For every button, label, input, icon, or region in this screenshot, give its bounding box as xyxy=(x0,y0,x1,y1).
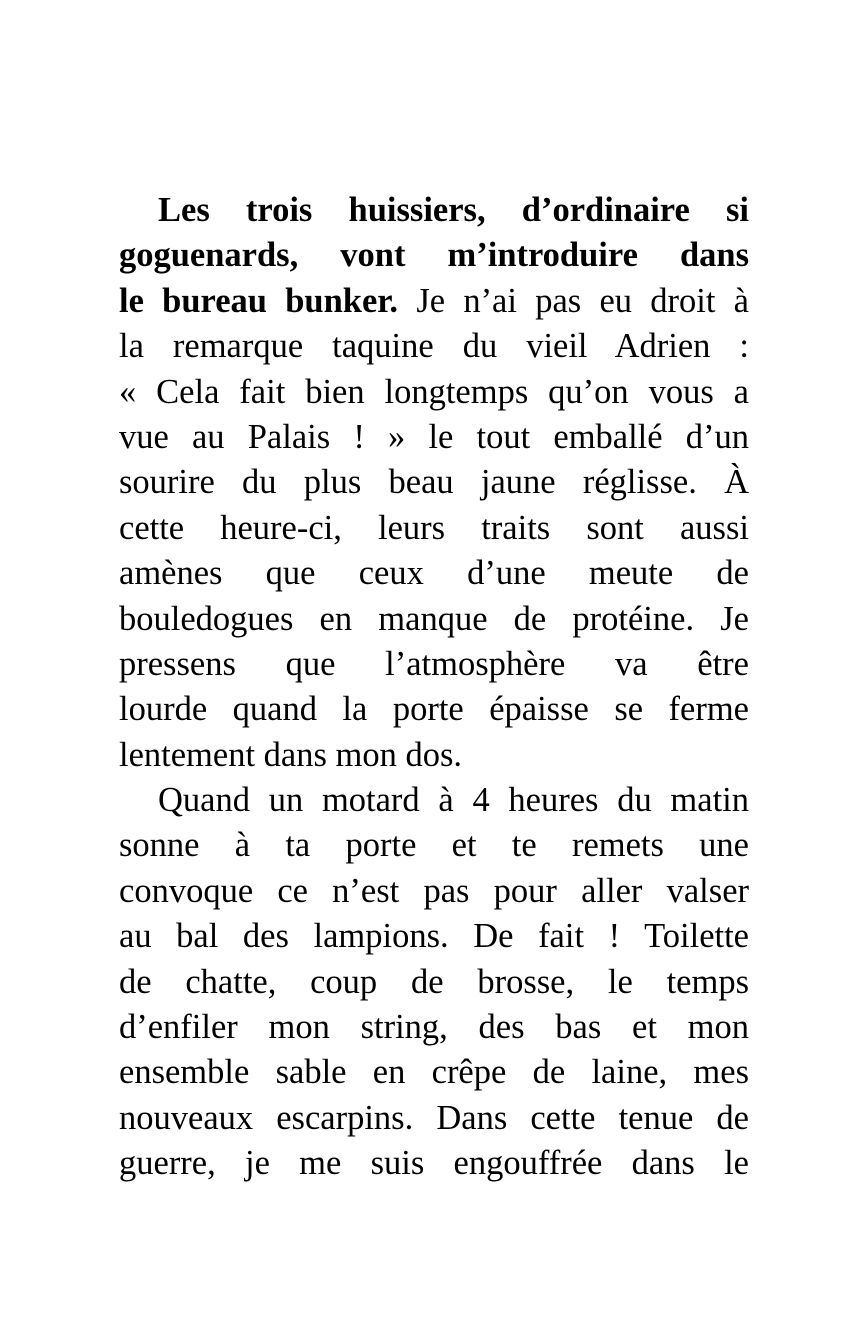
text-segment: amènes que ceux d’une meute de xyxy=(119,554,749,593)
text-segment: Quand un motard à 4 heures du matin xyxy=(158,781,749,820)
text-line xyxy=(119,188,749,233)
paragraph-1 xyxy=(119,188,749,778)
text-segment: la remarque taquine du vieil Adrien : xyxy=(119,327,749,366)
text-line xyxy=(119,1005,749,1050)
text-segment: au bal des lampions. De fait ! Toilette xyxy=(119,917,749,956)
text-line xyxy=(119,415,749,460)
text-line xyxy=(119,233,749,278)
text-line xyxy=(119,551,749,596)
text-segment: convoque ce n’est pas pour aller valser xyxy=(119,871,749,910)
text-segment: nouveaux escarpins. Dans cette tenue de xyxy=(119,1098,749,1137)
text-segment: cette heure-ci, leurs traits sont aussi xyxy=(119,508,749,547)
text-line xyxy=(119,597,749,642)
text-segment: Je n’ai pas eu droit à xyxy=(398,281,749,320)
text-segment: d’enfiler mon string, des bas et mon xyxy=(119,1008,749,1047)
text-line xyxy=(119,733,749,778)
text-segment: pressens que l’atmosphère va être xyxy=(119,644,749,683)
text-line xyxy=(119,914,749,959)
text-segment: lentement dans mon dos. xyxy=(119,735,463,774)
text-line xyxy=(119,642,749,687)
text-line xyxy=(119,1141,749,1186)
text-segment: ensemble sable en crêpe de laine, mes xyxy=(119,1053,749,1092)
text-line xyxy=(119,324,749,369)
text-line xyxy=(119,460,749,505)
text-line xyxy=(119,687,749,732)
text-segment: de chatte, coup de brosse, le temps xyxy=(119,962,749,1001)
text-line xyxy=(119,960,749,1005)
text-line xyxy=(119,1050,749,1095)
text-line xyxy=(119,823,749,868)
body-text xyxy=(119,188,749,1187)
text-line xyxy=(119,370,749,415)
text-segment: vue au Palais ! » le tout emballé d’un xyxy=(119,417,749,456)
text-segment: « Cela fait bien longtemps qu’on vous a xyxy=(119,372,749,411)
text-segment: guerre, je me suis engouffrée dans le xyxy=(119,1144,749,1183)
text-segment: Les trois huissiers, d’ordinaire si xyxy=(158,191,749,229)
text-segment: sourire du plus beau jaune réglisse. À xyxy=(119,463,749,502)
text-segment: le bureau bunker. xyxy=(119,281,399,320)
text-segment: bouledogues en manque de protéine. Je xyxy=(119,599,749,638)
text-segment: sonne à ta porte et te remets une xyxy=(119,826,749,865)
text-line xyxy=(119,279,749,324)
text-segment: goguenards, vont m’introduire dans xyxy=(119,236,749,275)
text-line xyxy=(119,869,749,914)
text-line xyxy=(119,778,749,823)
paragraph-2 xyxy=(119,778,749,1187)
text-line xyxy=(119,1096,749,1141)
text-segment: lourde quand la porte épaisse se ferme xyxy=(119,690,749,729)
text-line xyxy=(119,506,749,551)
